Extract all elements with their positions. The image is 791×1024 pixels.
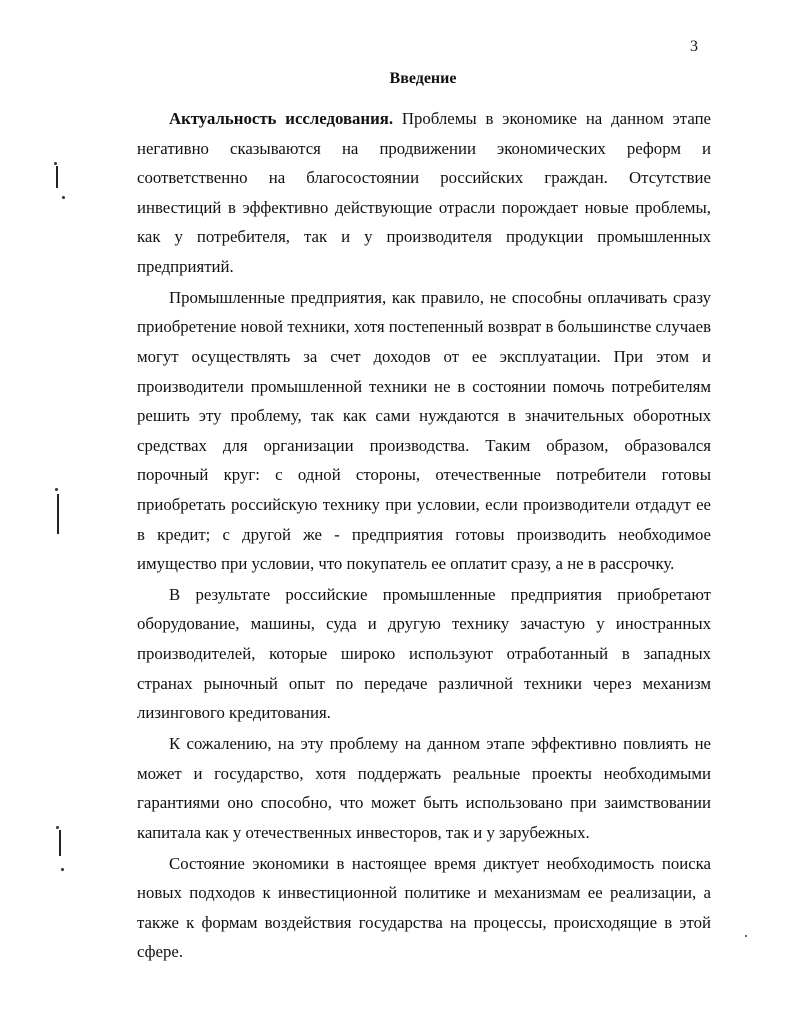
margin-dot (56, 826, 59, 829)
margin-mark-top (56, 166, 58, 188)
page-number: 3 (690, 38, 698, 55)
margin-mark-bottom (59, 830, 61, 856)
body-text (137, 104, 711, 968)
paragraph-economy: Состояние экономики в настоящее время диктует необходимость поиска новых подходов к инвестиционной политике и механизмам ее реализации, а также к формам воздействия государства на процессы, происходящие в этой сфере. (137, 853, 711, 962)
paragraph-state: К сожалению, на эту проблему на данном этапе эффективно повлиять не может и государство, хотя поддержать реальные проекты необходимыми гарантиями оно способно, что может быть использовано при заимствовании капитала как у отечественных инвесторов, так и у зарубежных. (137, 734, 711, 842)
margin-dot (54, 162, 57, 165)
margin-dot (61, 868, 64, 871)
margin-dot (62, 196, 65, 199)
margin-mark-middle (57, 494, 59, 534)
paragraph-result: В результате российские промышленные предприятия приобретают оборудование, машины, суда и другую технику зачастую у иностранных производителей, которые широко используют отработанный в западных странах рыночный опыт по передаче различной техники через механизм лизингового кредитования. (137, 584, 711, 723)
margin-dot (745, 935, 747, 937)
margin-dot (55, 488, 58, 491)
paragraph-relevance (137, 104, 711, 282)
page-title: Введение (389, 70, 457, 87)
paragraph-text: Проблемы в экономике на данном этапе негативно сказываются на продвижении экономических реформ и соответственно на благосостоянии российских граждан. Отсутствие инвестиций в эффективно действующие отрасли порождает новые проблемы, как у потребителя, так и у производителя продукции промышленных предприятий. (137, 109, 711, 276)
paragraph-enterprises: Промышленные предприятия, как правило, не способны оплачивать сразу приобретение новой техники, хотя постепенный возврат в большинстве случаев могут осуществлять за счет доходов от ее эксплуатации. При этом и производители промышленной техники не в состоянии помочь потребителям решить эту проблему, так как сами нуждаются в значительных оборотных средствах для организации производства. Таким образом, образовался порочный круг: с одной стороны, отечественные потребители готовы приобретать российскую технику при условии, если производители отдадут ее в кредит; с другой же - предприятия готовы производить необходимое имущество при условии, что покупатель ее оплатит сразу, а не в рассрочку. (137, 287, 711, 574)
paragraph-lead: Актуальность исследования. (169, 109, 394, 128)
